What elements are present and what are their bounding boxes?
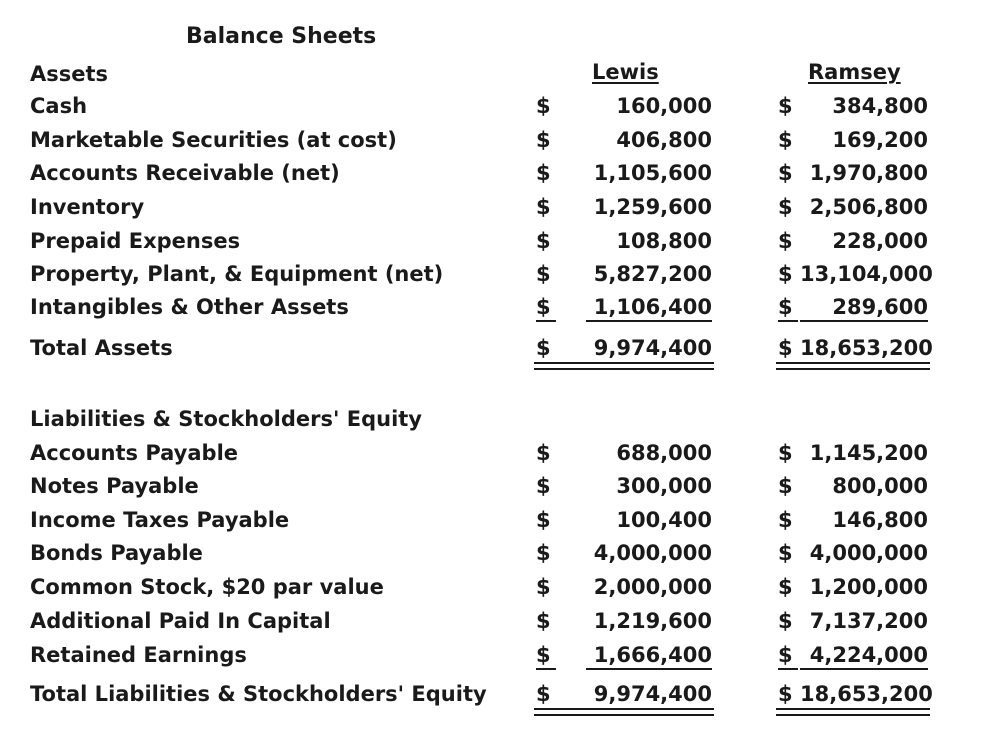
row-label: Common Stock, $20 par value	[30, 575, 384, 599]
dollar-sign-ramsey: $	[778, 297, 798, 322]
dollar-sign-ramsey: $	[778, 645, 798, 670]
dollar-sign-ramsey: $	[778, 262, 793, 286]
row-label: Bonds Payable	[30, 541, 203, 565]
dollar-sign-lewis: $	[536, 541, 551, 565]
lewis-value: 1,219,600	[593, 609, 712, 633]
double-underline-ramsey	[776, 362, 930, 370]
lewis-value: 160,000	[616, 94, 712, 118]
ramsey-value: 7,137,200	[809, 609, 928, 633]
ramsey-value: 228,000	[832, 229, 928, 253]
row-label: Income Taxes Payable	[30, 508, 290, 532]
row-label: Retained Earnings	[30, 643, 247, 667]
dollar-sign-lewis: $	[536, 336, 551, 360]
dollar-sign-ramsey: $	[778, 609, 793, 633]
ramsey-value: 2,506,800	[809, 195, 928, 219]
dollar-sign-lewis: $	[536, 682, 551, 706]
dollar-sign-ramsey: $	[778, 441, 793, 465]
lewis-value: 300,000	[616, 474, 712, 498]
ramsey-value: 4,224,000	[800, 645, 928, 670]
lewis-value: 406,800	[616, 128, 712, 152]
dollar-sign-ramsey: $	[778, 336, 793, 360]
lewis-value: 688,000	[616, 441, 712, 465]
double-underline-lewis	[534, 708, 714, 716]
lewis-value: 1,106,400	[586, 297, 712, 322]
ramsey-value: 169,200	[832, 128, 928, 152]
dollar-sign-lewis: $	[536, 161, 551, 185]
lewis-value: 4,000,000	[593, 541, 712, 565]
ramsey-value: 384,800	[832, 94, 928, 118]
dollar-sign-lewis: $	[536, 575, 551, 599]
dollar-sign-ramsey: $	[778, 229, 793, 253]
ramsey-value: 1,970,800	[809, 161, 928, 185]
column-header-ramsey: Ramsey	[808, 60, 901, 84]
dollar-sign-ramsey: $	[778, 682, 793, 706]
lewis-value: 1,259,600	[593, 195, 712, 219]
row-label: Marketable Securities (at cost)	[30, 128, 397, 152]
row-label: Notes Payable	[30, 474, 199, 498]
dollar-sign-lewis: $	[536, 262, 551, 286]
dollar-sign-ramsey: $	[778, 508, 793, 532]
row-label: Accounts Payable	[30, 441, 239, 465]
row-label: Inventory	[30, 195, 145, 219]
row-label: Prepaid Expenses	[30, 229, 241, 253]
dollar-sign-lewis: $	[536, 508, 551, 532]
lewis-value: 1,105,600	[593, 161, 712, 185]
ramsey-value: 146,800	[832, 508, 928, 532]
dollar-sign-ramsey: $	[778, 161, 793, 185]
row-label: Intangibles & Other Assets	[30, 295, 349, 319]
double-underline-ramsey	[776, 708, 930, 716]
assets-heading: Assets	[30, 62, 109, 86]
row-label: Property, Plant, & Equipment (net)	[30, 262, 444, 286]
ramsey-value: 1,145,200	[809, 441, 928, 465]
lewis-value: 108,800	[616, 229, 712, 253]
dollar-sign-lewis: $	[536, 609, 551, 633]
total-label: Total Assets	[30, 336, 173, 360]
lewis-total-value: 9,974,400	[593, 682, 712, 706]
dollar-sign-lewis: $	[536, 128, 551, 152]
dollar-sign-ramsey: $	[778, 195, 793, 219]
ramsey-value: 4,000,000	[809, 541, 928, 565]
total-label: Total Liabilities & Stockholders' Equity	[30, 682, 487, 706]
double-underline-lewis	[534, 362, 714, 370]
lewis-value: 2,000,000	[593, 575, 712, 599]
ramsey-total-value: 18,653,200	[800, 682, 933, 706]
row-label: Additional Paid In Capital	[30, 609, 331, 633]
ramsey-value: 289,600	[800, 297, 928, 322]
ramsey-value: 13,104,000	[800, 262, 933, 286]
dollar-sign-ramsey: $	[778, 94, 793, 118]
dollar-sign-lewis: $	[536, 645, 556, 670]
dollar-sign-ramsey: $	[778, 575, 793, 599]
column-header-lewis: Lewis	[592, 60, 659, 84]
dollar-sign-lewis: $	[536, 195, 551, 219]
lewis-value: 100,400	[616, 508, 712, 532]
lewis-total-value: 9,974,400	[593, 336, 712, 360]
liabilities-heading: Liabilities & Stockholders' Equity	[30, 407, 422, 431]
dollar-sign-ramsey: $	[778, 128, 793, 152]
dollar-sign-ramsey: $	[778, 474, 793, 498]
dollar-sign-lewis: $	[536, 441, 551, 465]
lewis-value: 5,827,200	[593, 262, 712, 286]
row-label: Accounts Receivable (net)	[30, 161, 340, 185]
ramsey-total-value: 18,653,200	[800, 336, 933, 360]
dollar-sign-lewis: $	[536, 94, 551, 118]
dollar-sign-lewis: $	[536, 297, 556, 322]
dollar-sign-lewis: $	[536, 229, 551, 253]
ramsey-value: 800,000	[832, 474, 928, 498]
dollar-sign-ramsey: $	[778, 541, 793, 565]
row-label: Cash	[30, 94, 88, 118]
page-title: Balance Sheets	[186, 24, 377, 49]
lewis-value: 1,666,400	[586, 645, 712, 670]
ramsey-value: 1,200,000	[809, 575, 928, 599]
dollar-sign-lewis: $	[536, 474, 551, 498]
